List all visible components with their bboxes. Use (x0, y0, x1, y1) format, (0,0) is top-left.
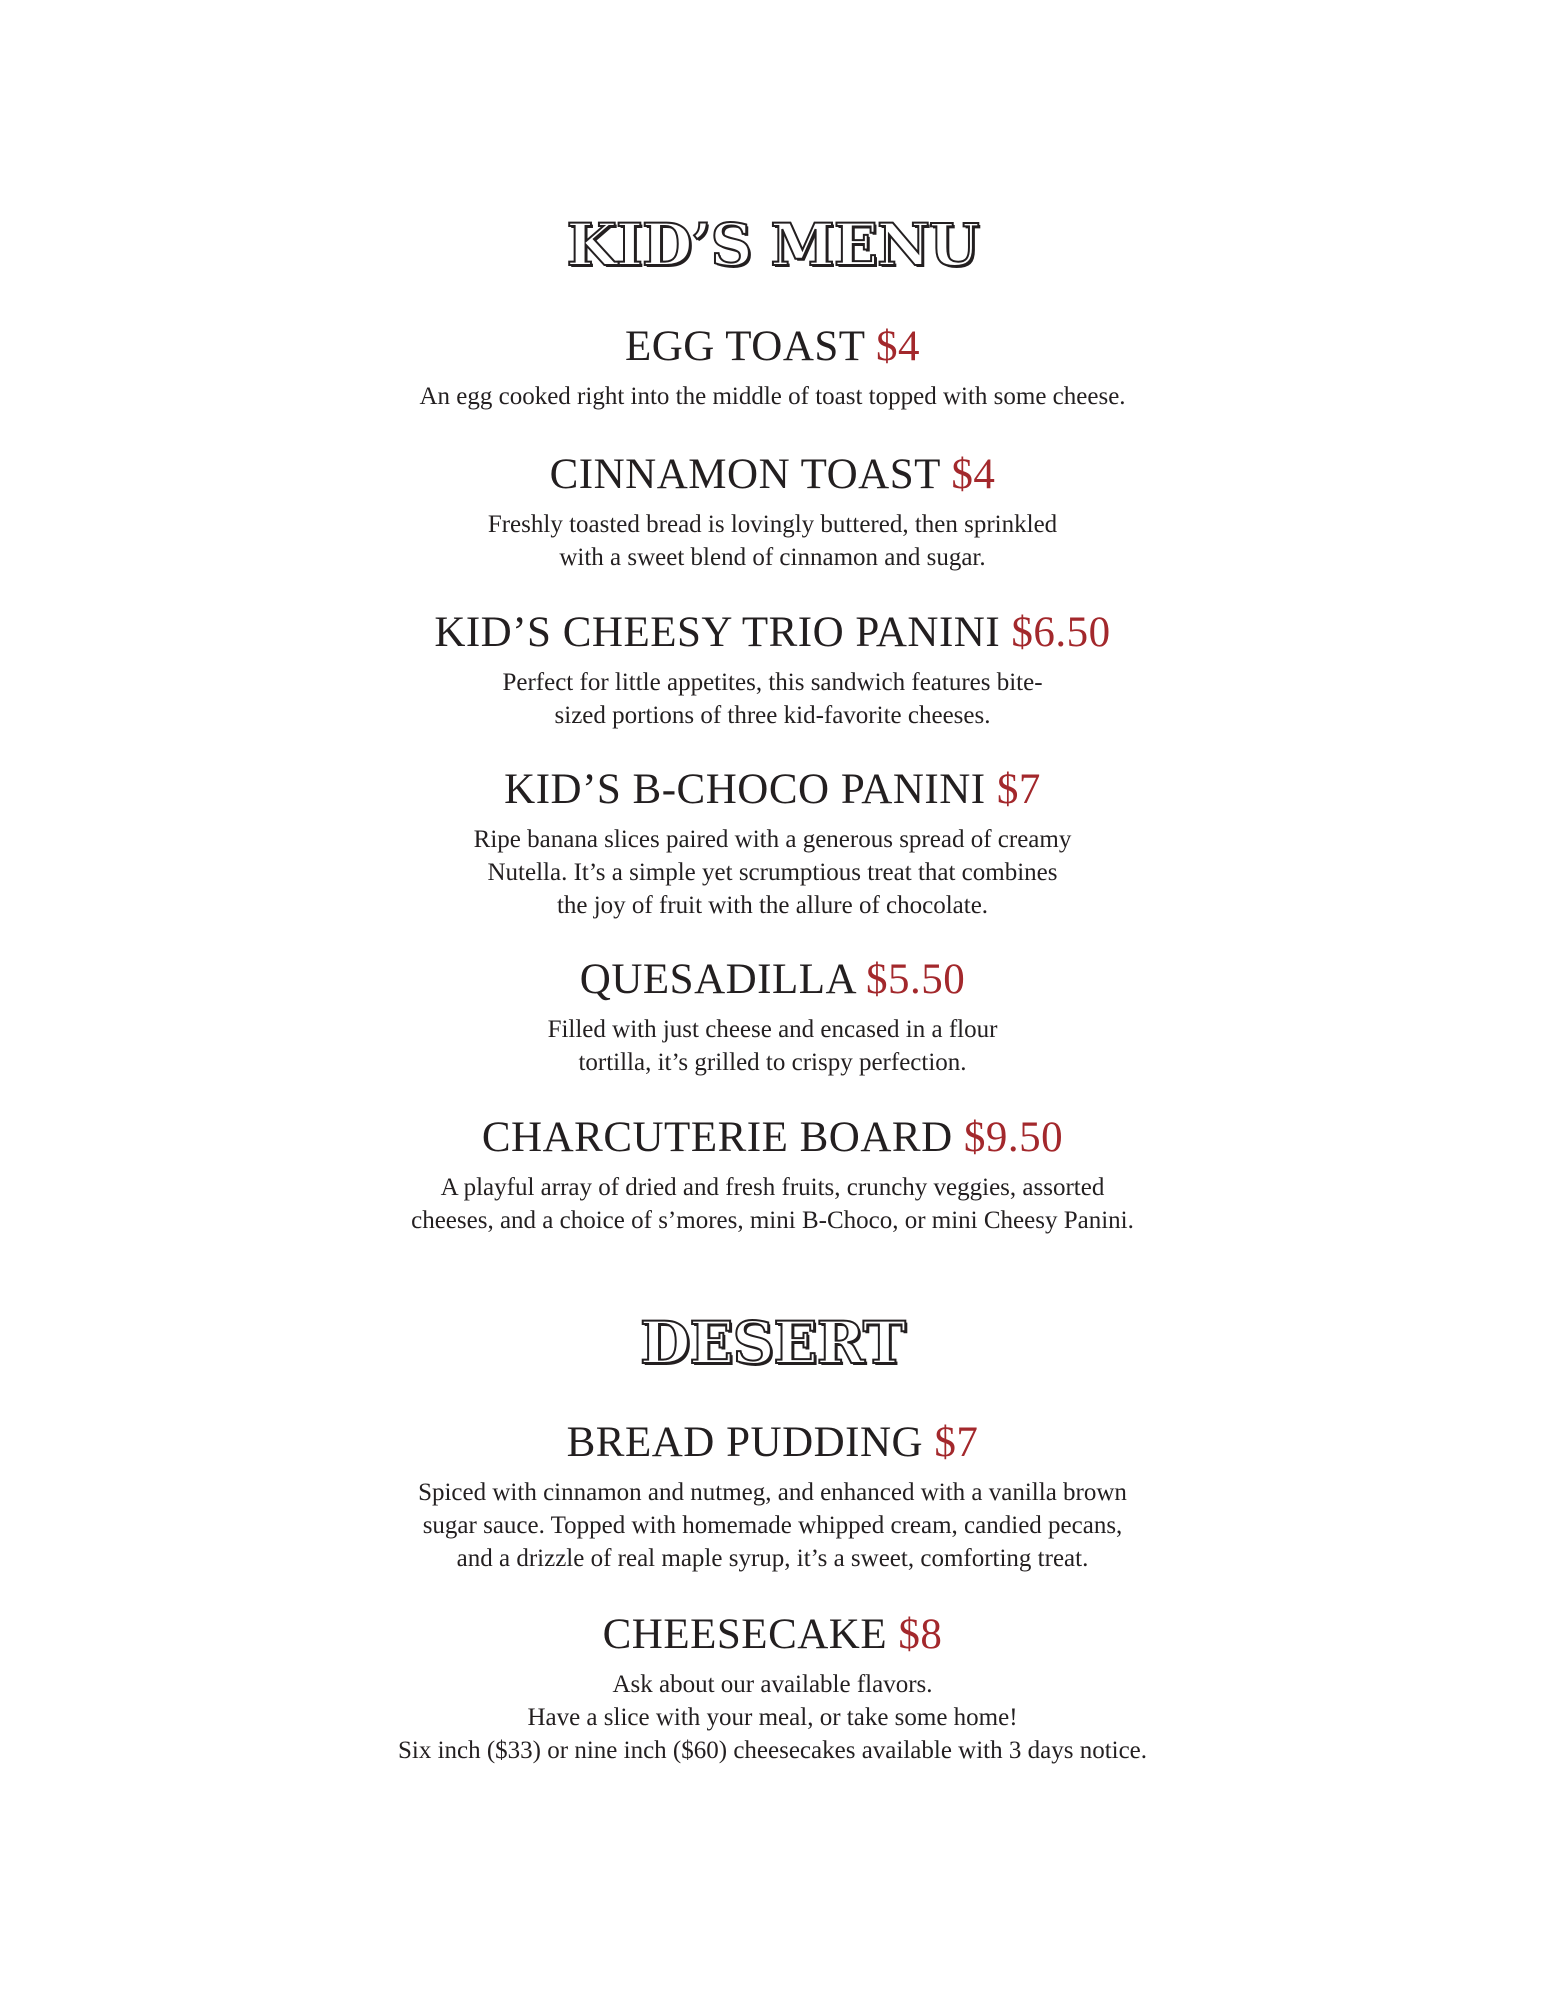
item-description (300, 508, 1245, 574)
description-line: Filled with just cheese and encased in a flour (547, 1016, 998, 1043)
description-line: An egg cooked right into the middle of toast topped with some cheese. (419, 383, 1126, 410)
item-heading (300, 450, 1245, 500)
description-line: Have a slice with your meal, or take some home! (527, 1704, 1018, 1731)
item-heading (300, 322, 1245, 372)
item-description (300, 823, 1245, 922)
description-line: Six inch ($33) or nine inch ($60) cheesecakes available with 3 days notice. (397, 1737, 1148, 1764)
item-name: BREAD PUDDING (566, 1419, 924, 1466)
desert-title: DESERT (640, 1309, 905, 1377)
description-line: Perfect for little appetites, this sandwich features bite- (502, 669, 1043, 696)
menu-item-kids-cheesy-trio-panini (300, 608, 1245, 732)
item-description (300, 1013, 1245, 1079)
description-line: with a sweet blend of cinnamon and sugar. (559, 544, 986, 571)
item-description (300, 1668, 1245, 1767)
menu-item-kids-b-choco-panini (300, 765, 1245, 922)
description-line: tortilla, it’s grilled to crispy perfection. (578, 1049, 967, 1076)
menu-item-egg-toast (300, 322, 1245, 413)
description-line: A playful array of dried and fresh fruits, crunchy veggies, assorted (440, 1174, 1105, 1201)
item-heading (300, 1418, 1245, 1468)
description-line: Spiced with cinnamon and nutmeg, and enhanced with a vanilla brown (418, 1479, 1127, 1506)
item-price: $8 (898, 1611, 943, 1658)
item-price: $5.50 (865, 956, 966, 1003)
item-heading (300, 608, 1245, 658)
item-description (300, 1171, 1245, 1237)
menu-item-quesadilla (300, 955, 1245, 1079)
item-heading (300, 1113, 1245, 1163)
item-name: KID’S B-CHOCO PANINI (504, 766, 986, 813)
item-price: $7 (934, 1419, 979, 1466)
menu-item-charcuterie-board (300, 1113, 1245, 1237)
item-description (300, 666, 1245, 732)
item-name: CHARCUTERIE BOARD (481, 1114, 953, 1161)
menu-item-bread-pudding (300, 1418, 1245, 1575)
item-name: CHEESECAKE (602, 1611, 888, 1658)
description-line: cheeses, and a choice of s’mores, mini B-Choco, or mini Cheesy Panini. (411, 1207, 1134, 1234)
item-heading (300, 955, 1245, 1005)
item-price: $4 (876, 323, 921, 370)
description-line: Nutella. It’s a simple yet scrumptious treat that combines (487, 859, 1058, 886)
item-description (300, 1476, 1245, 1575)
description-line: and a drizzle of real maple syrup, it’s a sweet, comforting treat. (456, 1545, 1089, 1572)
item-heading (300, 1610, 1245, 1660)
kids-menu-title: KID’S MENU (566, 211, 979, 279)
item-price: $6.50 (1011, 609, 1111, 656)
menu-item-cinnamon-toast (300, 450, 1245, 574)
description-line: Ripe banana slices paired with a generous spread of creamy (473, 826, 1072, 853)
description-line: Freshly toasted bread is lovingly buttered, then sprinkled (487, 511, 1058, 538)
item-name: QUESADILLA (579, 956, 855, 1003)
item-heading (300, 765, 1245, 815)
description-line: sugar sauce. Topped with homemade whipped cream, candied pecans, (422, 1512, 1123, 1539)
item-price: $9.50 (963, 1114, 1064, 1161)
description-line: sized portions of three kid-favorite cheeses. (554, 702, 991, 729)
description-line: the joy of fruit with the allure of chocolate. (556, 892, 989, 919)
item-name: EGG TOAST (624, 323, 865, 370)
item-price: $7 (996, 766, 1041, 813)
item-name: KID’S CHEESY TRIO PANINI (434, 609, 1001, 656)
item-description (300, 380, 1245, 413)
item-price: $4 (951, 451, 996, 498)
description-line: Ask about our available flavors. (612, 1671, 933, 1698)
item-name: CINNAMON TOAST (549, 451, 941, 498)
menu-item-cheesecake (300, 1610, 1245, 1767)
